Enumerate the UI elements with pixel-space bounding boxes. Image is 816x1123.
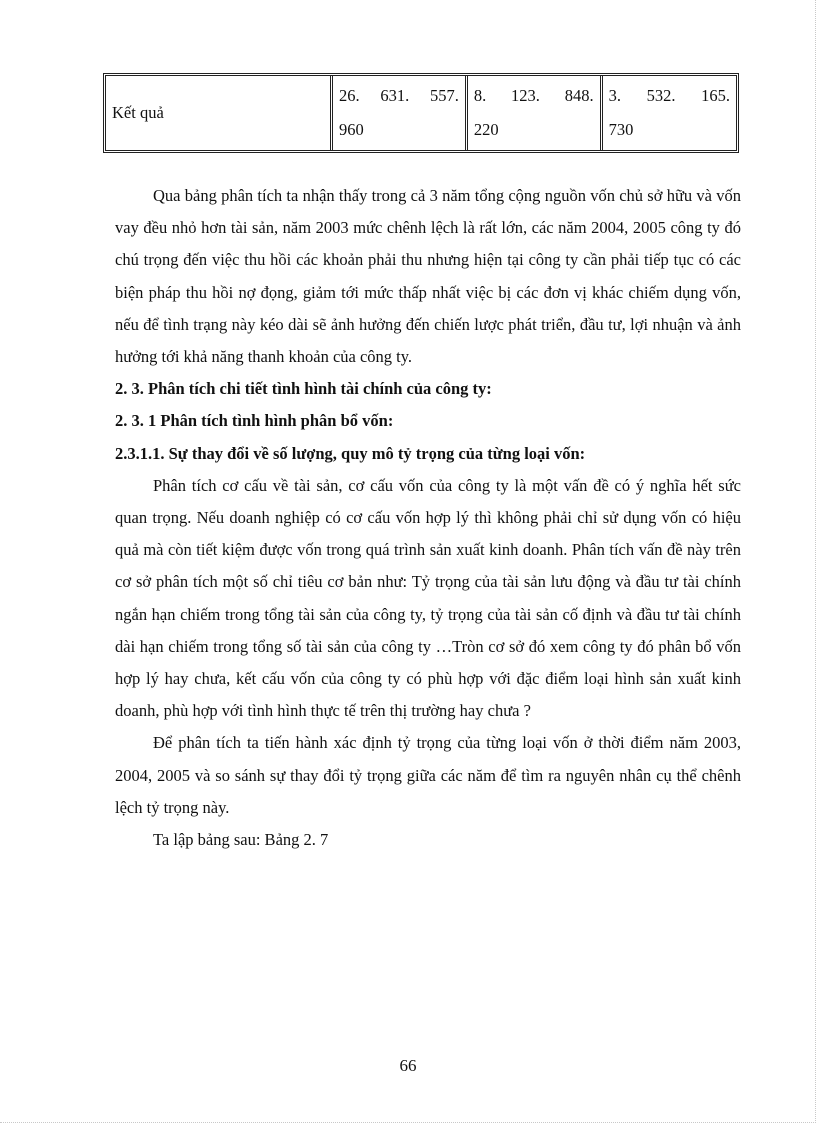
cell-part: 165.: [701, 86, 730, 105]
document-body: [115, 180, 741, 856]
result-table: [103, 73, 739, 153]
cell-part: 557.: [429, 86, 459, 105]
table-cell-col1: [332, 76, 467, 150]
cell-part: 220: [473, 120, 499, 139]
cell-part: 8.: [473, 86, 487, 105]
heading-section-2-3-1-1: 2.3.1.1. Sự thay đổi về số lượng, quy mô tỷ trọng của từng loại vốn:: [115, 443, 586, 463]
cell-part: 532.: [646, 86, 676, 105]
cell-part: 848.: [564, 86, 594, 105]
paragraph-structure: Phân tích cơ cấu về tài sản, cơ cấu vốn của công ty là một vấn đề có ý nghĩa hết sức quan trọng. Nếu doanh nghiệp có cơ cấu vốn hợp lý thì không phải chỉ sử dụng vốn có hiệu quả mà còn tiết kiệm được vốn trong quá trình sản xuất kinh doanh. Phân tích vấn đề này trên cơ sở phân tích một số chỉ tiêu cơ bản như: Tỷ trọng của tài sản lưu động và đầu tư tài chính ngắn hạn chiếm trong tổng tài sản của công ty, tỷ trọng của tài sản cố định và đầu tư tài chính dài hạn chiếm trong tổng số tài sản của công ty …Tròn cơ sở đó xem công ty đó phân bổ vốn hợp lý hay chưa, kết cấu vốn của công ty có phù hợp với đặc điểm loại hình sản xuất kinh doanh, phù hợp với tình hình thực tế trên thị trường hay chưa ?: [115, 475, 741, 721]
paragraph-analysis: Qua bảng phân tích ta nhận thấy trong cả 3 năm tổng cộng nguồn vốn chủ sở hữu và vốn vay đều nhỏ hơn tài sản, năm 2003 mức chênh lệch là rất lớn, các năm 2004, 2005 công ty đó chú trọng đến việc thu hồi các khoản phải thu nhưng hiện tại công ty cần phải tiếp tục có các biện pháp thu hồi nợ đọng, giảm tới mức thấp nhất việc bị các đơn vị khác chiếm dụng vốn, nếu để tình trạng này kéo dài sẽ ảnh hưởng đến chiến lược phát triển, đầu tư, lợi nhuận và ảnh hưởng tới khả năng thanh khoản của công ty.: [115, 186, 741, 367]
cell-part: 123.: [511, 86, 540, 105]
heading-section-2-3-1: 2. 3. 1 Phân tích tình hình phân bổ vốn:: [115, 411, 394, 431]
cell-part: 26.: [339, 86, 360, 105]
page-number: 66: [399, 1056, 417, 1075]
cell-part: 730: [608, 120, 634, 139]
table-cell-col2: [466, 76, 601, 150]
cell-part: 3.: [608, 86, 622, 105]
heading-section-2-3: 2. 3. Phân tích chi tiết tình hình tài chính của công ty:: [115, 379, 492, 399]
table-row: [106, 76, 736, 150]
paragraph-table-intro: Ta lập bảng sau: Bảng 2. 7: [153, 830, 329, 850]
cell-part: 631.: [380, 86, 410, 105]
cell-part: 960: [339, 120, 364, 139]
table-cell-col3: [601, 76, 736, 150]
paragraph-method: Để phân tích ta tiến hành xác định tỷ trọng của từng loại vốn ở thời điểm năm 2003, 2004, 2005 và so sánh sự thay đổi tỷ trọng giữa các năm để tìm ra nguyên nhân cụ thể chênh lệch tỷ trọng này.: [115, 733, 741, 817]
row-label: Kết quả: [112, 103, 164, 122]
